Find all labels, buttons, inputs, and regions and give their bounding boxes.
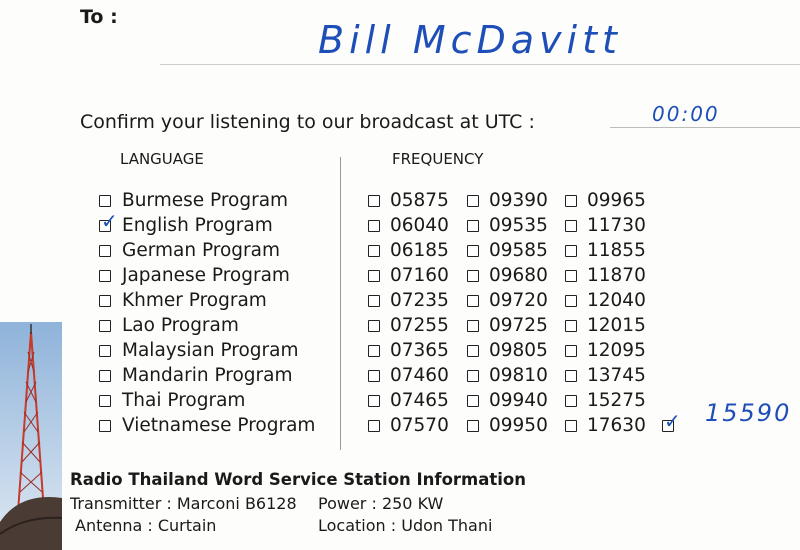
transmitter-info: Transmitter : Marconi B6128 [70,494,297,513]
antenna-info: Antenna : Curtain [75,516,217,535]
frequency-checkbox[interactable] [467,270,479,282]
checkmark-icon: ✓ [664,409,681,433]
frequency-value: 11730 [587,215,646,236]
language-label: Japanese Program [122,265,290,286]
frequency-checkbox[interactable] [565,320,577,332]
frequency-value: 11870 [587,265,646,286]
power-info: Power : 250 KW [318,494,444,513]
checkmark-icon: ✓ [101,209,118,233]
frequency-checkbox[interactable] [467,220,479,232]
language-label: Lao Program [122,315,239,336]
frequency-checkbox[interactable] [467,345,479,357]
recipient-underline [160,64,800,65]
frequency-checkbox[interactable] [368,420,380,432]
frequency-value: 11855 [587,240,646,261]
language-checkbox-japanese[interactable] [99,270,111,282]
frequency-value: 12095 [587,340,646,361]
frequency-checkbox[interactable] [368,345,380,357]
utc-underline [610,127,800,128]
to-label: To : [80,6,118,28]
frequency-value: 07160 [390,265,449,286]
frequency-value: 09725 [489,315,548,336]
antenna-tower-photo [0,322,62,550]
confirm-text: Confirm your listening to our broadcast at UTC : [80,111,535,133]
language-label: Malaysian Program [122,340,299,361]
frequency-checkbox[interactable] [565,345,577,357]
frequency-value: 09680 [489,265,548,286]
language-column-header: LANGUAGE [120,150,204,168]
frequency-checkbox[interactable] [467,420,479,432]
frequency-column-header: FREQUENCY [392,150,484,168]
frequency-checkbox[interactable] [565,245,577,257]
language-checkbox-mandarin[interactable] [99,370,111,382]
frequency-value: 09535 [489,215,548,236]
frequency-checkbox[interactable] [467,370,479,382]
language-checkbox-khmer[interactable] [99,295,111,307]
frequency-checkbox[interactable] [467,245,479,257]
column-divider [340,157,341,450]
frequency-value: 09965 [587,190,646,211]
language-checkbox-malaysian[interactable] [99,345,111,357]
location-info: Location : Udon Thani [318,516,493,535]
frequency-checkbox[interactable] [565,395,577,407]
frequency-checkbox[interactable] [368,295,380,307]
language-label: Vietnamese Program [122,415,316,436]
frequency-checkbox[interactable] [565,270,577,282]
frequency-value: 12015 [587,315,646,336]
frequency-value: 07460 [390,365,449,386]
frequency-value: 13745 [587,365,646,386]
utc-time-value: 00:00 [652,102,720,126]
station-info-title: Radio Thailand Word Service Station Information [70,470,527,489]
frequency-value: 09805 [489,340,548,361]
frequency-value: 12040 [587,290,646,311]
frequency-checkbox[interactable] [565,370,577,382]
frequency-value: 09585 [489,240,548,261]
frequency-value: 09390 [489,190,548,211]
language-checkbox-thai[interactable] [99,395,111,407]
language-checkbox-german[interactable] [99,245,111,257]
frequency-checkbox[interactable] [565,420,577,432]
frequency-checkbox[interactable] [565,195,577,207]
frequency-checkbox[interactable] [368,395,380,407]
language-checkbox-vietnamese[interactable] [99,420,111,432]
frequency-checkbox[interactable] [467,195,479,207]
frequency-value: 09720 [489,290,548,311]
language-label: Burmese Program [122,190,289,211]
frequency-value: 17630 [587,415,646,436]
frequency-value: 07465 [390,390,449,411]
frequency-checkbox[interactable] [368,320,380,332]
frequency-value: 05875 [390,190,449,211]
language-checkbox-burmese[interactable] [99,195,111,207]
frequency-checkbox[interactable] [565,295,577,307]
frequency-value: 09810 [489,365,548,386]
language-label: Khmer Program [122,290,267,311]
language-checkbox-lao[interactable] [99,320,111,332]
frequency-checkbox[interactable] [467,395,479,407]
frequency-value: 06040 [390,215,449,236]
frequency-checkbox[interactable] [368,220,380,232]
frequency-value: 07255 [390,315,449,336]
frequency-value: 07365 [390,340,449,361]
frequency-checkbox[interactable] [368,195,380,207]
language-label: English Program [122,215,273,236]
frequency-checkbox[interactable] [368,370,380,382]
frequency-checkbox[interactable] [565,220,577,232]
frequency-checkbox[interactable] [467,320,479,332]
frequency-value: 09940 [489,390,548,411]
recipient-name: Bill McDavitt [318,18,622,62]
frequency-value: 15275 [587,390,646,411]
frequency-value: 06185 [390,240,449,261]
frequency-checkbox[interactable] [368,270,380,282]
frequency-value: 09950 [489,415,548,436]
extra-frequency-value: 15590 [705,399,792,427]
frequency-value: 07570 [390,415,449,436]
frequency-checkbox[interactable] [368,245,380,257]
frequency-value: 07235 [390,290,449,311]
frequency-checkbox[interactable] [467,295,479,307]
language-label: Mandarin Program [122,365,293,386]
language-label: Thai Program [122,390,246,411]
language-label: German Program [122,240,281,261]
